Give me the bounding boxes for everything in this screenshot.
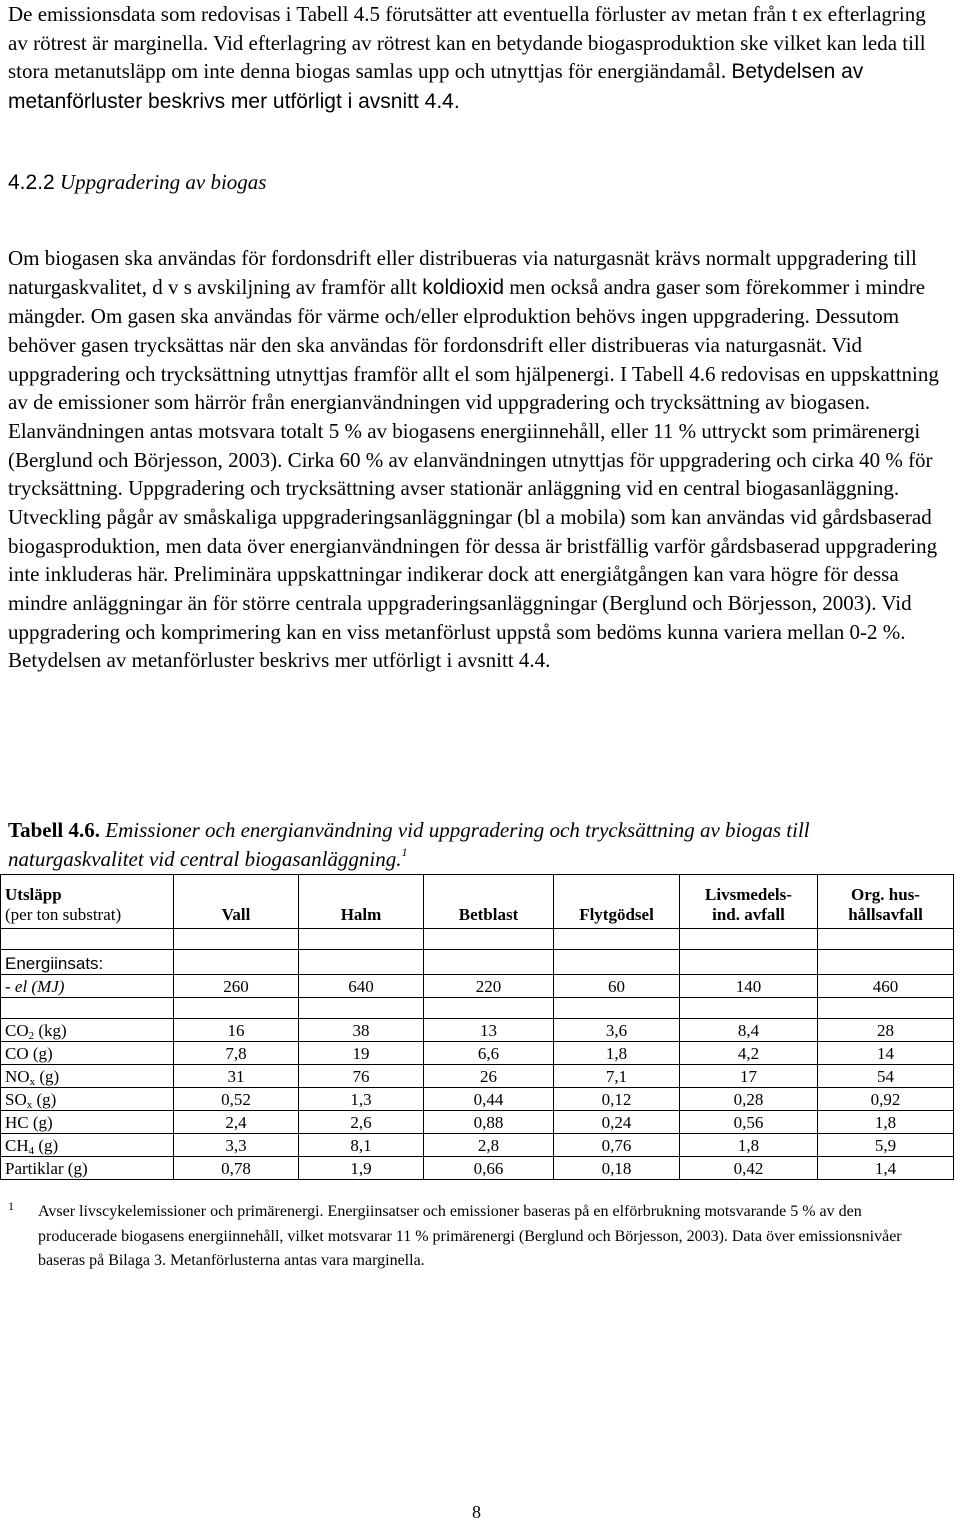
table-cell: 31 bbox=[174, 1065, 299, 1088]
table-cell: 0,56 bbox=[680, 1111, 818, 1134]
intro-paragraph-reference: Betydelsen av metanförluster beskrivs mer utförligt i avsnitt 4.4. bbox=[8, 60, 864, 113]
intro-paragraph-text: De emissionsdata som redovisas i Tabell 4.5 förutsätter att eventuella förluster av metan från t ex efterlagring av rötrest är marginella. Vid efterlagring av rötrest kan en betydande biogasproduktion ske vilket kan leda till stora metanutsläpp om inte denna biogas samlas upp och utnyttjas för energiändamål. bbox=[8, 2, 926, 84]
row-label-main: HC bbox=[5, 1113, 29, 1132]
table-cell: 2,6 bbox=[299, 1111, 424, 1134]
table-row bbox=[1, 1111, 954, 1134]
row-label-unit: (g) bbox=[34, 1136, 59, 1155]
table-cell: 0,18 bbox=[554, 1157, 680, 1180]
table-cell: 0,24 bbox=[554, 1111, 680, 1134]
main-paragraph bbox=[8, 244, 954, 675]
table-cell: 7,1 bbox=[554, 1065, 680, 1088]
column-header: Flytgödsel bbox=[554, 875, 680, 929]
table-caption bbox=[8, 816, 948, 873]
table-cell: 3,6 bbox=[554, 1019, 680, 1042]
footnote-number: 1 bbox=[8, 1199, 14, 1213]
table-row bbox=[1, 975, 954, 998]
table-cell: 260 bbox=[174, 975, 299, 998]
table-cell: 16 bbox=[174, 1019, 299, 1042]
row-label-subscript: x bbox=[26, 1099, 33, 1111]
table-cell: 2,8 bbox=[424, 1134, 554, 1157]
section-number: 4.2.2 bbox=[8, 171, 55, 194]
header-label-unit: (per ton substrat) bbox=[5, 905, 122, 924]
table-cell: 460 bbox=[818, 975, 954, 998]
header-label-title: Utsläpp bbox=[5, 885, 62, 904]
table-cell: 0,44 bbox=[424, 1088, 554, 1111]
table-cell: 0,42 bbox=[680, 1157, 818, 1180]
row-label-main: CO bbox=[5, 1021, 29, 1040]
main-paragraph-sans-word: koldioxid bbox=[422, 275, 504, 299]
row-label-subscript: x bbox=[29, 1076, 36, 1088]
table-row bbox=[1, 1042, 954, 1065]
energy-section-label: Energiinsats: bbox=[1, 950, 174, 975]
energy-section-row bbox=[1, 950, 954, 975]
column-header: Livsmedels- ind. avfall bbox=[680, 875, 818, 929]
table-cell: 8,4 bbox=[680, 1019, 818, 1042]
table-cell: 0,78 bbox=[174, 1157, 299, 1180]
row-label-main: Partiklar bbox=[5, 1159, 64, 1178]
table-cell: 140 bbox=[680, 975, 818, 998]
table-row bbox=[1, 1019, 954, 1042]
table-cell: 8,1 bbox=[299, 1134, 424, 1157]
row-label-unit: (g) bbox=[32, 1090, 57, 1109]
table-row bbox=[1, 1157, 954, 1180]
table-cell: 1,9 bbox=[299, 1157, 424, 1180]
table-caption-footnote-ref: 1 bbox=[401, 844, 408, 859]
table-caption-label: Tabell 4.6. bbox=[8, 818, 100, 842]
row-label bbox=[1, 1065, 174, 1088]
table-cell: 3,3 bbox=[174, 1134, 299, 1157]
table-cell: 26 bbox=[424, 1065, 554, 1088]
row-label-subscript: 4 bbox=[28, 1145, 35, 1157]
table-cell: 0,66 bbox=[424, 1157, 554, 1180]
main-paragraph-part1: Om biogasen ska användas för fordonsdrift eller distribueras via naturgasnät krävs normalt uppgradering till naturgaskvalitet, d v s avskiljning av framför allt bbox=[8, 246, 917, 299]
table-cell: 38 bbox=[299, 1019, 424, 1042]
table-cell: 1,4 bbox=[818, 1157, 954, 1180]
row-label-unit: (g) bbox=[28, 1113, 53, 1132]
row-label bbox=[1, 1111, 174, 1134]
column-header: Betblast bbox=[424, 875, 554, 929]
row-label-main: CO bbox=[5, 1044, 29, 1063]
table-spacer-row bbox=[1, 998, 954, 1019]
footnote-text: Avser livscykelemissioner och primärenergi. Energiinsatser och emissioner baseras på en elförbrukning motsvarande 5 % av den producerade biogasens energiinnehåll, vilket motsvarar 11 % primärenergi (Berglund och Börjesson, 2003). Data över emissionsnivåer baseras på Bilaga 3. Metanförlusterna antas vara marginella. bbox=[38, 1203, 902, 1269]
table-cell: 54 bbox=[818, 1065, 954, 1088]
table-cell: 1,8 bbox=[680, 1134, 818, 1157]
table-cell: 7,8 bbox=[174, 1042, 299, 1065]
table-cell: 0,28 bbox=[680, 1088, 818, 1111]
table-cell: 1,8 bbox=[554, 1042, 680, 1065]
row-label bbox=[1, 1134, 174, 1157]
column-header: Org. hus- hållsavfall bbox=[818, 875, 954, 929]
table-cell: 60 bbox=[554, 975, 680, 998]
table-cell: 5,9 bbox=[818, 1134, 954, 1157]
section-title: Uppgradering av biogas bbox=[59, 170, 267, 194]
table-header-row bbox=[1, 875, 954, 929]
row-label-unit: (g) bbox=[28, 1044, 53, 1063]
row-label bbox=[1, 1042, 174, 1065]
intro-paragraph bbox=[8, 0, 948, 116]
row-label bbox=[1, 1019, 174, 1042]
row-label-unit: (kg) bbox=[34, 1021, 67, 1040]
emission-table bbox=[0, 874, 954, 1180]
row-label-unit: (g) bbox=[63, 1159, 88, 1178]
table-cell: 4,2 bbox=[680, 1042, 818, 1065]
table-cell: 0,52 bbox=[174, 1088, 299, 1111]
row-label-unit: (g) bbox=[35, 1067, 60, 1086]
table-cell: 0,88 bbox=[424, 1111, 554, 1134]
row-label bbox=[1, 1157, 174, 1180]
table-cell: 19 bbox=[299, 1042, 424, 1065]
page-number: 8 bbox=[472, 1502, 481, 1522]
row-label-main: CH bbox=[5, 1136, 29, 1155]
table-cell: 640 bbox=[299, 975, 424, 998]
header-label-cell bbox=[1, 875, 174, 929]
table-cell: 2,4 bbox=[174, 1111, 299, 1134]
table-cell: 76 bbox=[299, 1065, 424, 1088]
column-header: Vall bbox=[174, 875, 299, 929]
row-label-subscript: 2 bbox=[28, 1030, 35, 1042]
table-cell: 6,6 bbox=[424, 1042, 554, 1065]
row-label-main: NO bbox=[5, 1067, 30, 1086]
table-cell: 14 bbox=[818, 1042, 954, 1065]
table-row bbox=[1, 1088, 954, 1111]
row-label: - el (MJ) bbox=[1, 975, 174, 998]
footnote bbox=[8, 1200, 908, 1274]
table-cell: 0,12 bbox=[554, 1088, 680, 1111]
main-paragraph-part2: men också andra gaser som förekommer i mindre mängder. Om gasen ska användas för värme och/eller elproduktion behövs ingen uppgradering. Dessutom behöver gasen trycksättas när den ska användas för fordonsdrift eller distribueras via naturgasnät. Vid uppgradering och trycksättning utnyttjas framför allt el som hjälpenergi. I Tabell 4.6 redovisas en uppskattning av de emissioner som härrör från energianvändningen vid uppgradering och trycksättning av biogasen. Elanvändningen antas motsvara totalt 5 % av biogasens energiinnehåll, eller 11 % uttryckt som primärenergi (Berglund och Börjesson, 2003). Cirka 60 % av elanvändningen utnyttjas för uppgradering och cirka 40 % för trycksättning. Uppgradering och trycksättning avser stationär anläggning vid en central biogasanläggning. Utveckling pågår av småskaliga uppgraderingsanläggningar (bl a mobila) som kan användas vid gårdsbaserad biogasproduktion, men data över energianvändningen för dessa är bristfällig varför gårdsbaserad uppgradering inte inkluderas här. Preliminära uppskattningar indikerar dock att energiåtgången kan vara högre för dessa mindre anläggningar än för större centrala uppgraderingsanläggningar (Berglund och Börjesson, 2003). Vid uppgradering och komprimering kan en viss metanförlust uppstå som bedöms kunna variera mellan 0-2 %. Betydelsen av metanförluster beskrivs mer utförligt i avsnitt 4.4. bbox=[8, 274, 939, 673]
table-cell: 17 bbox=[680, 1065, 818, 1088]
table-cell: 28 bbox=[818, 1019, 954, 1042]
table-cell: 1,3 bbox=[299, 1088, 424, 1111]
table-spacer-row bbox=[1, 929, 954, 950]
section-heading bbox=[8, 170, 266, 195]
column-header: Halm bbox=[299, 875, 424, 929]
table-cell: 0,76 bbox=[554, 1134, 680, 1157]
row-label-main: SO bbox=[5, 1090, 27, 1109]
row-label bbox=[1, 1088, 174, 1111]
table-cell: 13 bbox=[424, 1019, 554, 1042]
table-cell: 220 bbox=[424, 975, 554, 998]
table-cell: 1,8 bbox=[818, 1111, 954, 1134]
emission-rows bbox=[1, 1019, 954, 1180]
table-row bbox=[1, 1134, 954, 1157]
table-cell: 0,92 bbox=[818, 1088, 954, 1111]
table-caption-text: Emissioner och energianvändning vid uppgradering och trycksättning av biogas till naturgaskvalitet vid central biogasanläggning. bbox=[8, 818, 810, 871]
table-row bbox=[1, 1065, 954, 1088]
